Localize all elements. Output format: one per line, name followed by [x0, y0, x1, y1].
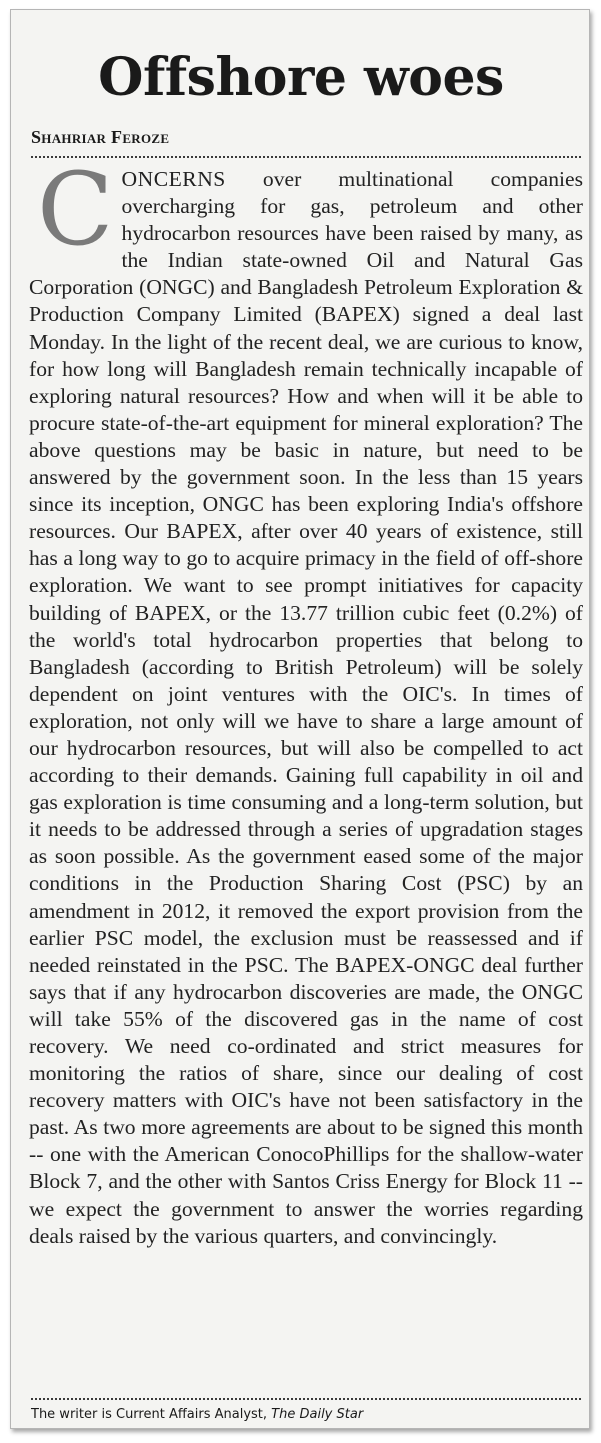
article-body [29, 151, 583, 1250]
bottom-dotted-divider [31, 1398, 581, 1400]
drop-cap: C [37, 151, 114, 268]
article-box [10, 9, 590, 1429]
headline: Offshore woes [98, 47, 504, 108]
article-text: over multinational companies overcharging for gas, petroleum and other hydrocarbon resources have been raised by many, as the Indian state-owned Oil and Natural Gas Corporation (ONGC) and Bangladesh Petroleum Exploration & Production Company Limited (BAPEX) signed a deal last Monday. In the light of the recent deal, we are curious to know, for how long will Bangladesh remain technically incapable of exploring natural resources? How and when will it be able to procure state-of-the-art equipment for mineral exploration? The above questions may be basic in nature, but need to be answered by the government soon. In the less than 15 years since its inception, ONGC has been exploring India's offshore resources. Our BAPEX, after over 40 years of existence, still has a long way to go to acquire primacy in the field of off-shore exploration. We want to see prompt initiatives for capacity building of BAPEX, or the 13.77 trillion cubic feet (0.2%) of the world's total hydrocarbon properties that belong to Bangladesh (according to British Petroleum) will be solely dependent on joint ventures with the OIC's. In times of exploration, not only will we have to share a large amount of our hydrocarbon resources, but will also be compelled to act according to their demands. Gaining full capability in oil and gas exploration is time consuming and a long-term solution, but it needs to be addressed through a series of upgradation stages as soon possible. As the government eased some of the major conditions in the Production Sharing Cost (PSC) by an amendment in 2012, it removed the export provision from the earlier PSC model, the exclusion must be reassessed and if needed reinstated in the PSC. The BAPEX-ONGC deal further says that if any hydrocarbon discoveries are made, the ONGC will take 55% of the discovered gas in the name of cost recovery. We need co-ordinated and strict measures for monitoring the ratios of share, since our dealing of cost recovery matters with OIC's have not been satisfactory in the past. As two more agreements are about to be signed this month -- one with the American ConocoPhillips for the shallow-water Block 7, and the other with Santos Criss Energy for Block 11 -- we expect the government to answer the worries regarding deals raised by the various quarters, and convincingly. [29, 167, 583, 1248]
publication-name: The Daily Star [271, 1407, 364, 1422]
author-note-text: The writer is Current Affairs Analyst, [31, 1407, 272, 1422]
author-note [31, 1407, 363, 1422]
byline: Shahriar Feroze [31, 127, 170, 147]
lead-word: ONCERNS [121, 167, 226, 191]
